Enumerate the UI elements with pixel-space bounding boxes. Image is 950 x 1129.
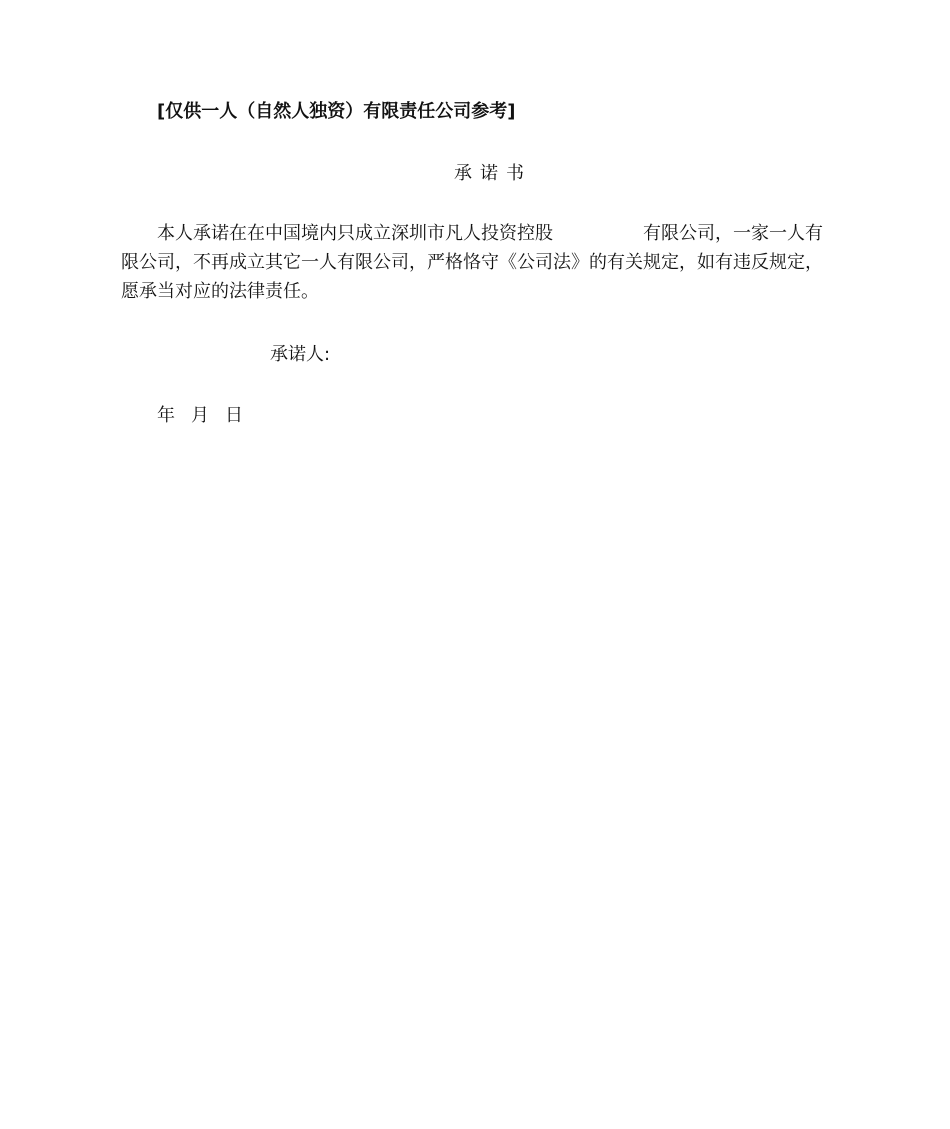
- paragraph-line-1-text-b: 有限公司，一家一人有: [643, 223, 823, 244]
- date-line: [157, 401, 243, 427]
- commitment-paragraph: [121, 219, 831, 306]
- paragraph-line-3: 愿承当对应的法律责任。: [121, 281, 319, 302]
- date-day: 日: [225, 405, 243, 426]
- header-note: [仅供一人（自然人独资）有限责任公司参考]: [157, 101, 516, 122]
- date-year: 年: [157, 405, 175, 426]
- document-title: 承诺书: [454, 163, 532, 184]
- paragraph-line-2: 限公司，不再成立其它一人有限公司，严格恪守《公司法》的有关规定，如有违反规定，: [121, 252, 823, 273]
- signer-label: 承诺人:: [270, 344, 331, 365]
- paragraph-line-1: [121, 219, 831, 248]
- paragraph-line-1-text-a: 本人承诺在在中国境内只成立深圳市凡人投资控股: [157, 223, 553, 244]
- date-month: 月: [191, 405, 209, 426]
